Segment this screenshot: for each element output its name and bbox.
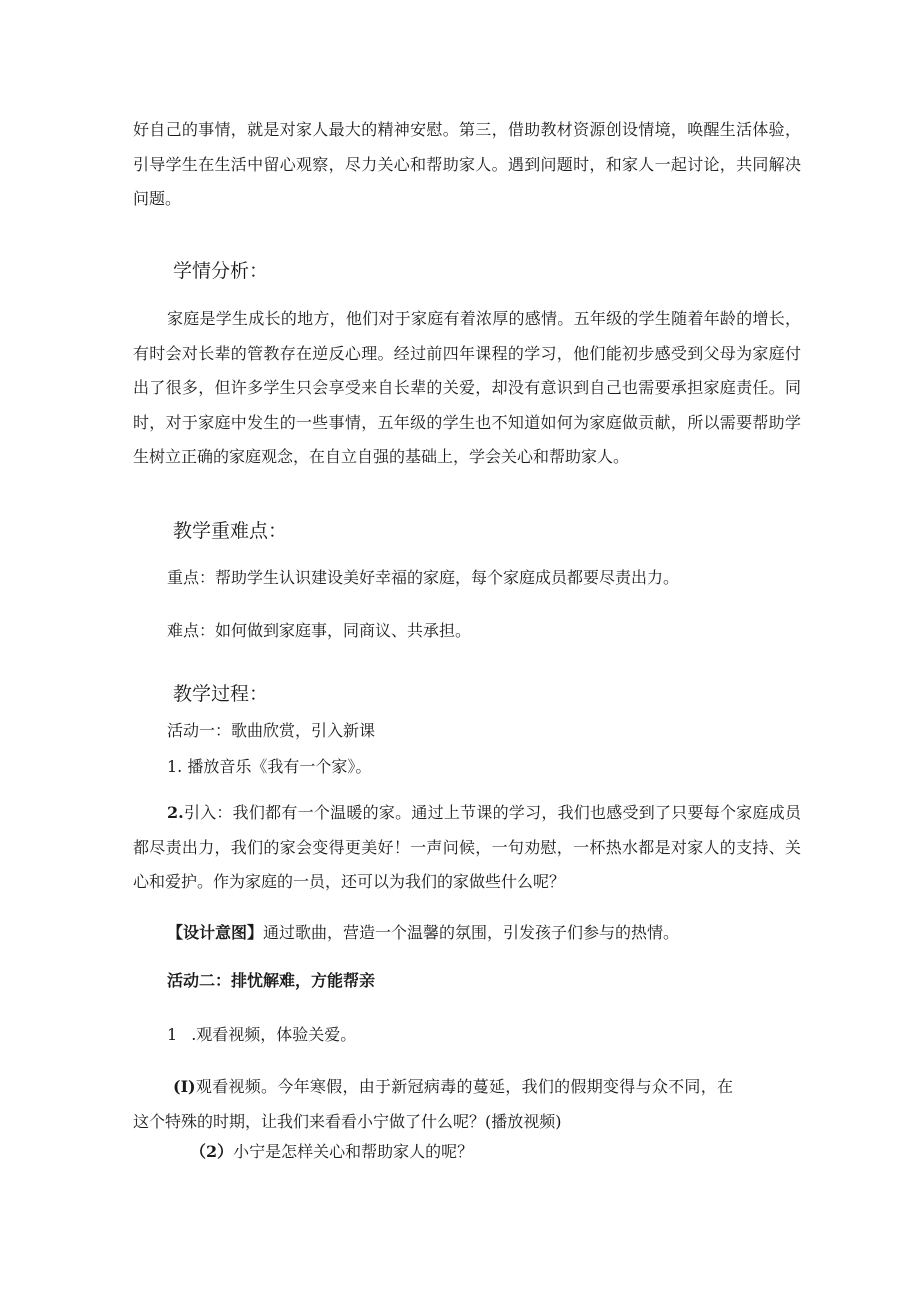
- focus-point: 重点：帮助学生认识建设美好幸福的家庭，每个家庭成员都要尽责出力。: [167, 568, 680, 587]
- step-2-text: 引入：我们都有一个温暖的家。通过上节课的学习，我们也感受到了只要每个家庭成员都尽责出力，我们的家会变得更美好！一声问候，一句劝慰，一杯热水都是对家人的支持、关心和爱护。作为家庭的一员，还可以为我们的家做些什么呢？: [133, 803, 801, 891]
- step-2-paragraph: [133, 796, 801, 900]
- design-intent-label: 【设计意图】: [167, 923, 264, 942]
- activity-1-title: 活动一：歌曲欣赏，引入新课: [167, 721, 376, 740]
- design-intent: [167, 922, 679, 944]
- analysis-heading: 学情分析：: [173, 260, 269, 282]
- sub-step-2: [190, 1141, 473, 1163]
- process-heading: 教学过程：: [173, 683, 269, 705]
- difficulty-point: 难点：如何做到家庭事，同商议、共承担。: [167, 621, 472, 640]
- sub-step-1-text: .观看视频，体验关爱。: [191, 1025, 357, 1044]
- activity-2-title: 活动二：排忧解难，方能帮亲: [167, 971, 376, 990]
- sub-step-1-number: 1: [167, 1025, 178, 1044]
- sub-step-1a-paragraph: [133, 1070, 733, 1139]
- step-2-label: 2.: [167, 803, 184, 822]
- intro-paragraph: 好自己的事情，就是对家人最大的精神安慰。第三，借助教材资源创设情境，唤醒生活体验，引导学生在生活中留心观察，尽力关心和帮助家人。遇到问题时，和家人一起讨论，共同解决问题。: [133, 120, 801, 208]
- design-intent-text: 通过歌曲，营造一个温馨的氛围，引发孩子们参与的热情。: [263, 923, 680, 942]
- analysis-paragraph: 家庭是学生成长的地方，他们对于家庭有着浓厚的感情。五年级的学生随着年龄的增长，有时会对长辈的管教存在逆反心理。经过前四年课程的学习，他们能初步感受到父母为家庭付出了很多，但许多学生只会享受来自长辈的关爱，却没有意识到自己也需要承担家庭责任。同时，对于家庭中发生的一些事情，五年级的学生也不知道如何为家庭做贡献，所以需要帮助学生树立正确的家庭观念，在自立自强的基础上，学会关心和帮助家人。: [133, 309, 801, 466]
- sub-step-2-text: 小宁是怎样关心和帮助家人的呢？: [233, 1142, 474, 1161]
- sub-step-1a-text: 观看视频。今年寒假，由于新冠病毒的蔓延，我们的假期变得与众不同，在这个特殊的时期，让我们来看看小宁做了什么呢？(播放视频): [133, 1077, 733, 1131]
- sub-step-2-label: （2）: [190, 1142, 234, 1161]
- step-1: 1. 播放音乐《我有一个家》。: [167, 757, 372, 776]
- sub-step-1: [167, 1024, 356, 1046]
- key-points-heading: 教学重难点：: [173, 520, 288, 542]
- sub-step-1a-label: (I): [173, 1077, 196, 1096]
